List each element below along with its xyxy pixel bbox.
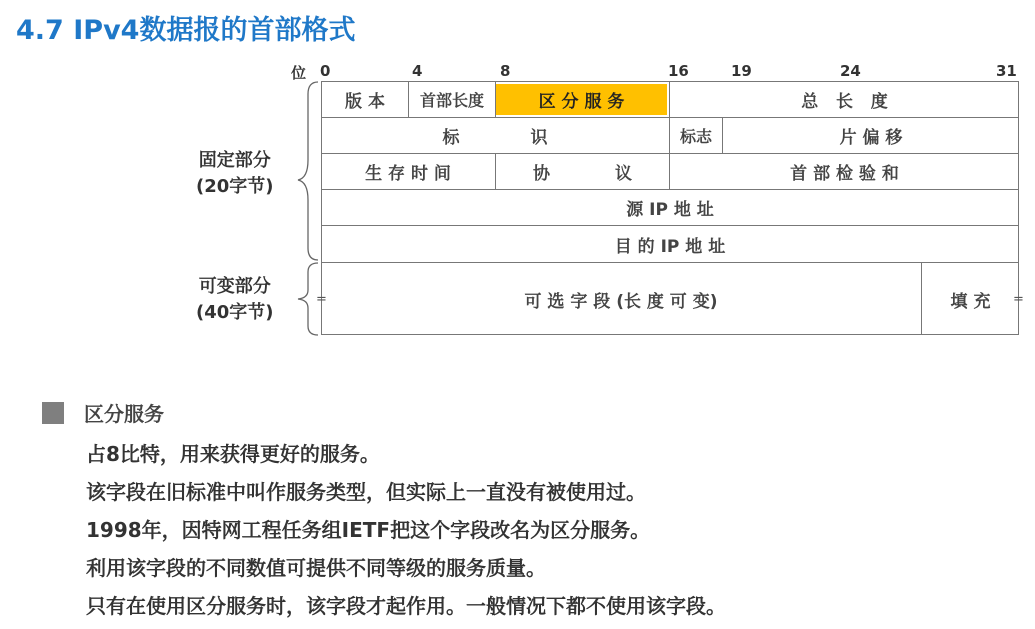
field-identification: 标 识 — [321, 118, 669, 153]
grid-line — [321, 117, 1019, 118]
field-source-ip: 源 IP 地 址 — [321, 190, 1019, 225]
grid-line — [495, 81, 496, 117]
grid-line — [321, 262, 1019, 263]
description-line: 占8比特，用来获得更好的服务。 — [86, 442, 380, 466]
field-ttl: 生 存 时 间 — [321, 154, 495, 189]
fixed-part-size: (20字节) — [196, 176, 274, 197]
field-fragment-offset: 片 偏 移 — [723, 118, 1019, 153]
bit-tick-24: 24 — [840, 62, 861, 80]
field-differentiated-services: 区 分 服 务 — [496, 84, 667, 115]
description-line: 利用该字段的不同数值可提供不同等级的服务质量。 — [86, 556, 546, 580]
field-header-length: 首部长度 — [409, 81, 495, 117]
brace-icons — [292, 80, 322, 340]
ipv4-header-diagram — [321, 81, 1019, 335]
section-heading — [42, 398, 164, 427]
page-title: 4.7 IPv4数据报的首部格式 — [16, 15, 356, 46]
bit-tick-4: 4 — [412, 62, 423, 80]
grid-line — [321, 334, 1019, 335]
field-options: 可 选 字 段 (长 度 可 变) — [321, 263, 921, 335]
section-title: 区分服务 — [84, 402, 164, 426]
grid-line — [321, 189, 1019, 190]
field-header-checksum: 首 部 检 验 和 — [670, 154, 1019, 189]
description-line: 只有在使用区分服务时，该字段才起作用。一般情况下都不使用该字段。 — [86, 594, 726, 618]
bullet-square-icon — [42, 402, 64, 424]
field-padding: 填 充 — [922, 263, 1019, 335]
description-line: 1998年，因特网工程任务组IETF把这个字段改名为区分服务。 — [86, 518, 651, 542]
grid-line — [495, 153, 496, 189]
continuation-mark-right: = — [1013, 292, 1024, 307]
bit-axis-label: 位 — [291, 64, 307, 82]
bit-tick-31: 31 — [996, 62, 1017, 80]
grid-line — [321, 153, 1019, 154]
variable-part-label — [196, 274, 274, 326]
field-version: 版 本 — [321, 81, 409, 117]
fixed-part-label — [196, 148, 274, 200]
continuation-mark-left: = — [316, 292, 327, 307]
grid-line — [722, 117, 723, 153]
fixed-part-title: 固定部分 — [198, 150, 271, 171]
grid-line — [921, 262, 922, 335]
variable-part-size: (40字节) — [196, 302, 274, 323]
variable-part-title: 可变部分 — [198, 276, 271, 297]
bit-tick-16: 16 — [668, 62, 689, 80]
grid-line — [669, 81, 670, 189]
field-protocol: 协 议 — [496, 154, 669, 189]
fixed-part-brace — [298, 82, 318, 260]
bit-tick-19: 19 — [731, 62, 752, 80]
grid-line — [321, 81, 1019, 82]
field-total-length: 总 长 度 — [670, 81, 1019, 117]
field-destination-ip: 目 的 IP 地 址 — [321, 226, 1019, 262]
variable-part-brace — [298, 263, 318, 335]
grid-line — [321, 225, 1019, 226]
field-flags: 标志 — [670, 118, 722, 153]
bit-tick-0: 0 — [320, 62, 331, 80]
grid-line — [408, 81, 409, 117]
description-line: 该字段在旧标准中叫作服务类型，但实际上一直没有被使用过。 — [86, 480, 646, 504]
bit-tick-8: 8 — [500, 62, 511, 80]
